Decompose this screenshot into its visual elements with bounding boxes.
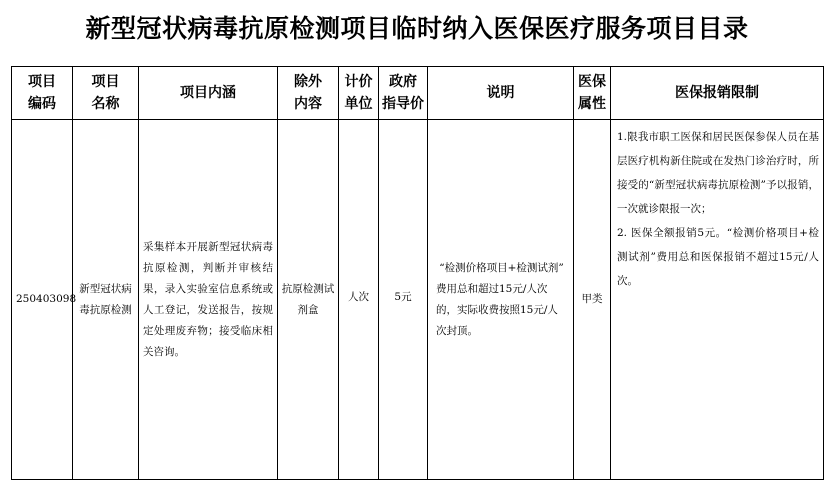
cell-limit-item1: 1.限我市职工医保和居民医保参保人员在基层医疗机构新住院或在发热门诊治疗时，所接受的“新型冠状病毒抗原检测”予以报销，一次就诊限报一次； <box>617 131 819 215</box>
cell-name <box>73 120 139 480</box>
cell-unit: 人次 <box>339 120 379 480</box>
table-row <box>12 120 824 480</box>
header-name-line1: 项目 <box>91 74 120 90</box>
header-unit <box>339 67 379 120</box>
header-price-line2: 指导价 <box>382 96 424 112</box>
header-name <box>73 67 139 120</box>
header-unit-line2: 单位 <box>344 96 373 112</box>
cell-name-line1: 新型冠状病 <box>79 282 132 295</box>
cell-desc <box>428 120 574 480</box>
cell-name-line2: 毒抗原检测 <box>79 303 132 316</box>
cell-price: 5元 <box>379 120 428 480</box>
header-row <box>12 67 824 120</box>
header-content: 项目内涵 <box>139 67 278 120</box>
cell-code: 250403098 <box>12 120 73 480</box>
header-price-line1: 政府 <box>389 74 417 90</box>
cell-limit <box>611 120 824 480</box>
cell-excluded-line1: 抗原检测试 <box>281 282 335 295</box>
cell-attr: 甲类 <box>574 120 611 480</box>
header-price <box>379 67 428 120</box>
header-attr-line1: 医保 <box>578 74 606 90</box>
cell-desc-line1: “检测价格项目+检测试剂” <box>439 261 564 274</box>
header-excluded-line1: 除外 <box>294 74 322 90</box>
header-attr-line2: 属性 <box>578 96 606 112</box>
catalog-table <box>11 66 824 480</box>
cell-desc-rest: 费用总和超过15元/人次的，实际收费按照15元/人次封顶。 <box>436 282 558 337</box>
cell-excluded-line2: 剂盒 <box>297 303 319 316</box>
cell-limit-item2: 2. 医保全额报销5元。“检测价格项目+检测试剂”费用总和医保报销不超过15元/人次。 <box>617 227 819 287</box>
header-unit-line1: 计价 <box>344 74 373 90</box>
cell-excluded <box>278 120 339 480</box>
header-code <box>12 67 73 120</box>
header-desc: 说明 <box>428 67 574 120</box>
header-excluded-line2: 内容 <box>294 96 322 112</box>
header-code-line2: 编码 <box>28 96 56 112</box>
header-attr <box>574 67 611 120</box>
cell-content: 采集样本开展新型冠状病毒抗原检测，判断并审核结果，录入实验室信息系统或人工登记，发送报告，按规定处理废弃物；接受临床相关咨询。 <box>139 120 278 480</box>
page-title: 新型冠状病毒抗原检测项目临时纳入医保医疗服务项目目录 <box>85 14 749 43</box>
header-name-line2: 名称 <box>91 96 120 112</box>
header-limit: 医保报销限制 <box>611 67 824 120</box>
header-excluded <box>278 67 339 120</box>
header-code-line1: 项目 <box>28 74 56 90</box>
